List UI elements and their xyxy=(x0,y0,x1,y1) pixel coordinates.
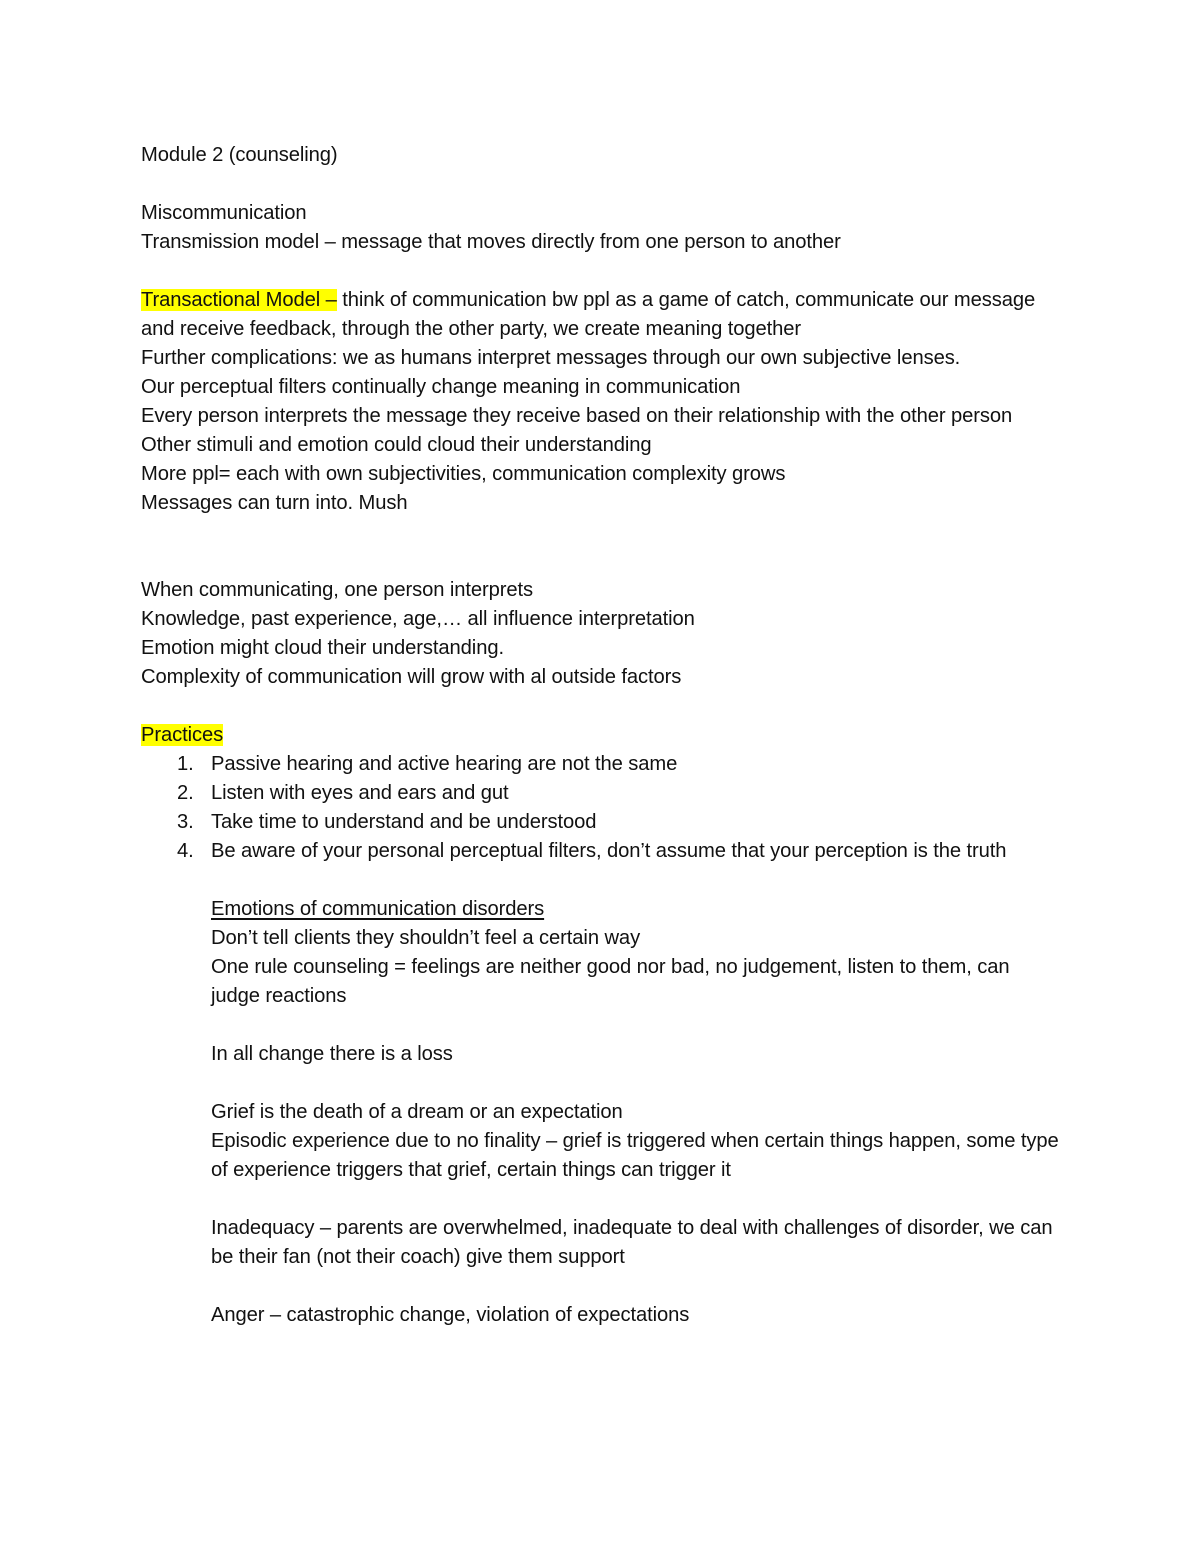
blank-line xyxy=(141,692,1061,721)
blank-line xyxy=(211,1272,1061,1301)
transactional-model-definition: think of communication bw ppl as a game of catch, communicate our message and receive feedback, through the other party, we create meaning together xyxy=(141,289,1036,340)
loss-line: In all change there is a loss xyxy=(211,1043,453,1065)
miscommunication-heading: Miscommunication xyxy=(141,202,307,224)
emotions-heading: Emotions of communication disorders xyxy=(211,898,545,920)
grief-line-2: Episodic experience due to no finality – grief is triggered when certain things happen, some type of experience triggers that grief, certain things can trigger it xyxy=(211,1130,1059,1181)
blank-line xyxy=(141,257,1061,286)
practices-item-text: Passive hearing and active hearing are not the same xyxy=(211,753,678,775)
emotions-section xyxy=(141,866,1061,1330)
practices-heading-text: Practices xyxy=(141,724,224,746)
blank-line xyxy=(211,1069,1061,1098)
blank-line xyxy=(211,1185,1061,1214)
list-number: 2. xyxy=(177,782,194,804)
inadequacy-line: Inadequacy – parents are overwhelmed, inadequate to deal with challenges of disorder, we can be their fan (not their coach) give them support xyxy=(211,1217,1053,1268)
transactional-line-5: More ppl= each with own subjectivities, communication complexity grows xyxy=(141,463,786,485)
emotions-line-1: Don’t tell clients they shouldn’t feel a certain way xyxy=(211,927,641,949)
practices-item-3 xyxy=(177,808,1061,837)
blank-line xyxy=(141,170,1061,199)
transactional-line-1: Further complications: we as humans interpret messages through our own subjective lenses. xyxy=(141,347,961,369)
interpretation-line-3: Emotion might cloud their understanding. xyxy=(141,637,504,659)
transactional-model-paragraph xyxy=(141,286,1061,344)
interpretation-line-1: When communicating, one person interprets xyxy=(141,579,534,601)
document-body xyxy=(141,141,1061,1330)
transactional-line-3: Every person interprets the message they receive based on their relationship with the other person xyxy=(141,405,1013,427)
blank-line xyxy=(141,518,1061,576)
interpretation-line-4: Complexity of communication will grow with al outside factors xyxy=(141,666,682,688)
practices-item-text: Be aware of your personal perceptual filters, don’t assume that your perception is the truth xyxy=(211,840,1007,862)
transactional-line-2: Our perceptual filters continually change meaning in communication xyxy=(141,376,741,398)
transactional-line-4: Other stimuli and emotion could cloud their understanding xyxy=(141,434,652,456)
practices-heading xyxy=(141,721,1061,750)
practices-item-text: Take time to understand and be understood xyxy=(211,811,597,833)
list-number: 3. xyxy=(177,811,194,833)
grief-line-1: Grief is the death of a dream or an expectation xyxy=(211,1101,623,1123)
practices-item-1 xyxy=(177,750,1061,779)
list-number: 4. xyxy=(177,840,194,862)
practices-item-4 xyxy=(177,837,1061,866)
blank-line xyxy=(211,1011,1061,1040)
transactional-line-6: Messages can turn into. Mush xyxy=(141,492,408,514)
interpretation-line-2: Knowledge, past experience, age,… all influence interpretation xyxy=(141,608,695,630)
transactional-model-term: Transactional Model – xyxy=(141,289,337,311)
practices-item-2 xyxy=(177,779,1061,808)
practices-list xyxy=(141,750,1061,866)
blank-line xyxy=(211,866,1061,895)
list-number: 1. xyxy=(177,753,194,775)
anger-line: Anger – catastrophic change, violation of expectations xyxy=(211,1304,690,1326)
emotions-line-2: One rule counseling = feelings are neither good nor bad, no judgement, listen to them, can judge reactions xyxy=(211,956,1010,1007)
practices-item-text: Listen with eyes and ears and gut xyxy=(211,782,509,804)
transmission-model-line: Transmission model – message that moves directly from one person to another xyxy=(141,231,841,253)
document-title: Module 2 (counseling) xyxy=(141,144,338,166)
